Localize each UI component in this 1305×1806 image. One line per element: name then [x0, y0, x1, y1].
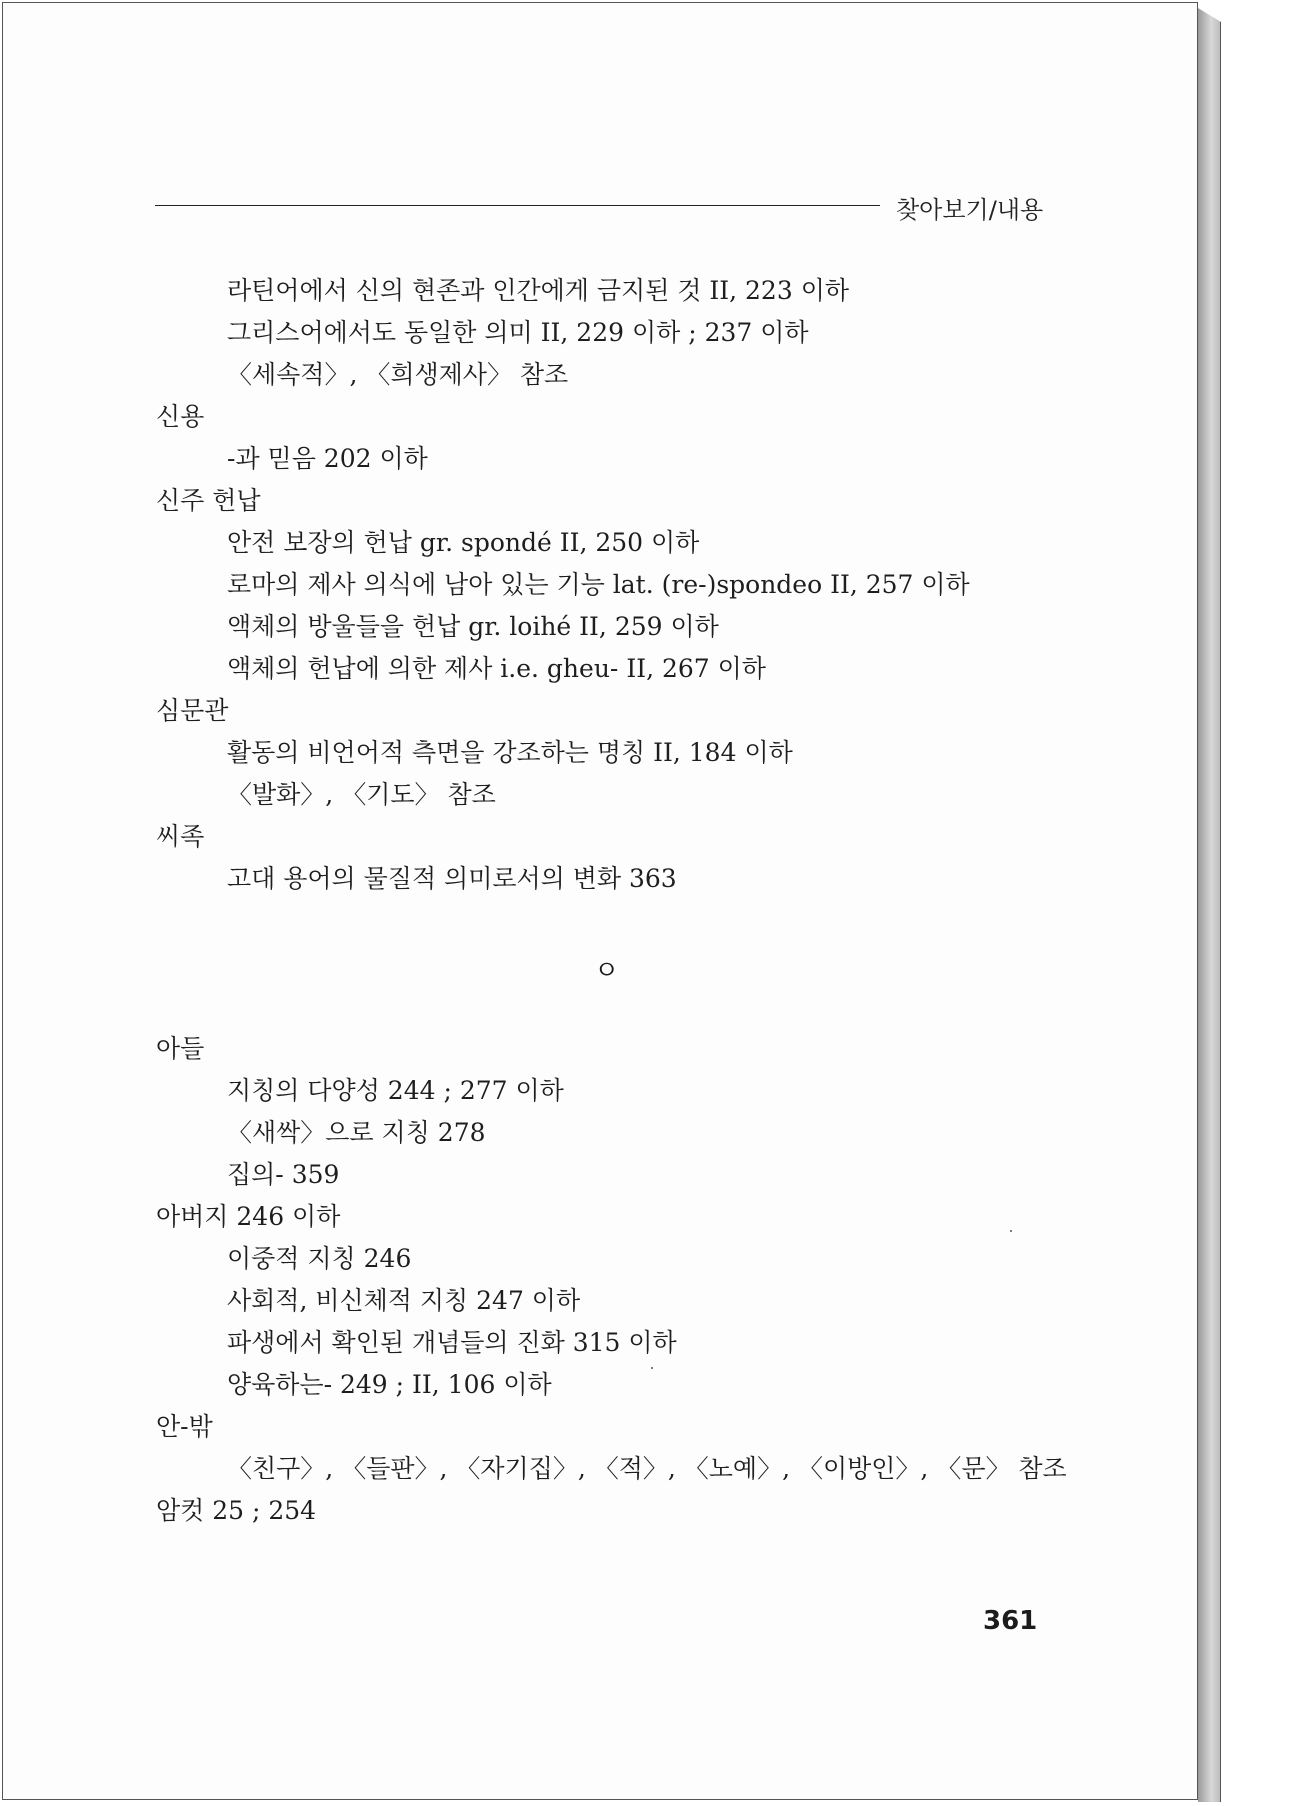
- running-head: 찾아보기/내용: [896, 196, 1044, 224]
- index-subentry: 안전 보장의 헌납 gr. spondé II, 250 이하: [227, 528, 700, 557]
- index-subentry: 로마의 제사 의식에 남아 있는 기능 lat. (re-)spondeo II, 257 이하: [227, 570, 970, 599]
- header-rule: [155, 205, 880, 206]
- section-letter: ㅇ: [594, 956, 620, 986]
- index-subentry: 활동의 비언어적 측면을 강조하는 명칭 II, 184 이하: [227, 738, 793, 767]
- index-subentry: 라틴어에서 신의 현존과 인간에게 금지된 것 II, 223 이하: [227, 276, 849, 305]
- index-subentry: 액체의 헌납에 의한 제사 i.e. gheu- II, 267 이하: [227, 654, 766, 683]
- index-subentry: 〈세속적〉, 〈희생제사〉 참조: [227, 360, 569, 389]
- index-subentry: 집의- 359: [227, 1160, 340, 1189]
- book-page: [2, 2, 1198, 1800]
- scan-speck: [1010, 1230, 1012, 1232]
- index-subentry: 사회적, 비신체적 지칭 247 이하: [227, 1286, 581, 1315]
- index-subentry: 액체의 방울들을 헌납 gr. loihé II, 259 이하: [227, 612, 719, 641]
- index-subentry: 그리스어에서도 동일한 의미 II, 229 이하 ; 237 이하: [227, 318, 809, 347]
- index-subentry: 〈새싹〉으로 지칭 278: [227, 1118, 486, 1147]
- index-headword: 신용: [156, 402, 205, 431]
- index-headword: 안-밖: [156, 1412, 213, 1441]
- index-subentry: -과 믿음 202 이하: [227, 444, 428, 473]
- index-subentry: 〈친구〉, 〈들판〉, 〈자기집〉, 〈적〉, 〈노예〉, 〈이방인〉, 〈문〉 참조: [227, 1454, 1067, 1483]
- index-subentry: 고대 용어의 물질적 의미로서의 변화 363: [227, 864, 677, 893]
- index-headword: 암컷 25 ; 254: [156, 1496, 317, 1525]
- index-headword: 아버지 246 이하: [156, 1202, 341, 1231]
- index-subentry: 파생에서 확인된 개념들의 진화 315 이하: [227, 1328, 677, 1357]
- index-headword: 아들: [156, 1034, 205, 1063]
- book-spine: [1198, 8, 1221, 1802]
- index-headword: 신주 헌납: [156, 486, 261, 515]
- index-subentry: 이중적 지칭 246: [227, 1244, 412, 1273]
- index-headword: 심문관: [156, 696, 229, 725]
- index-subentry: 양육하는- 249 ; II, 106 이하: [227, 1370, 552, 1399]
- index-headword: 씨족: [156, 822, 205, 851]
- page-number: 361: [983, 1606, 1038, 1636]
- scan-speck: [651, 1367, 653, 1369]
- index-subentry: 〈발화〉, 〈기도〉 참조: [227, 780, 496, 809]
- index-subentry: 지칭의 다양성 244 ; 277 이하: [227, 1076, 564, 1105]
